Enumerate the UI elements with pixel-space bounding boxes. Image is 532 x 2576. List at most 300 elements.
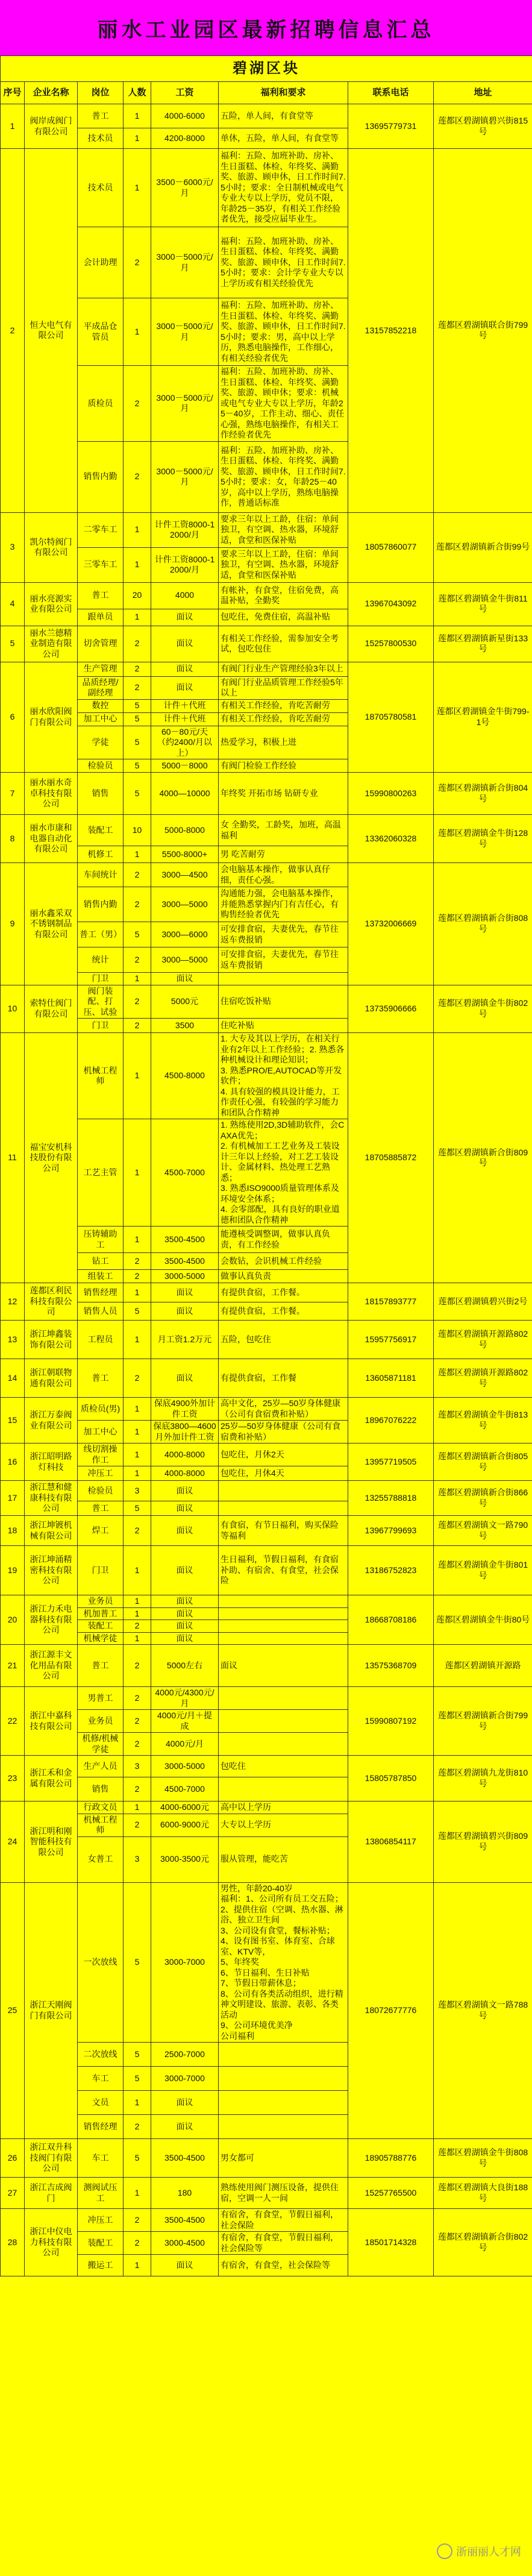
table-row xyxy=(1,815,532,846)
cell-phone: 13186752823 xyxy=(348,1546,434,1595)
cell-req xyxy=(219,1481,348,1501)
cell-addr: 莲都区碧湖镇碧兴街2号 xyxy=(434,1283,532,1321)
table-row xyxy=(1,582,532,609)
cell-req: 高中文化，25岁—50岁身体健康（公司有食宿费和补贴） xyxy=(219,1398,348,1421)
cell-req: 包吃住，月休2天 xyxy=(219,1444,348,1466)
cell-pay: 4000-8000 xyxy=(151,1444,219,1466)
cell-num: 2 xyxy=(124,1733,151,1756)
table-row xyxy=(1,2139,532,2178)
cell-pay: 3500-4500 xyxy=(151,2209,219,2232)
cell-pay: 3500－6000元/月 xyxy=(151,149,219,227)
cell-no: 23 xyxy=(1,1756,25,1802)
cell-num: 2 xyxy=(124,1620,151,1633)
cell-phone: 18705780581 xyxy=(348,662,434,773)
cell-job: 压铸辅助工 xyxy=(78,1227,124,1253)
cell-addr: 莲都区碧湖镇新合街804号 xyxy=(434,773,532,815)
cell-num: 1 xyxy=(124,2091,151,2115)
cell-addr: 莲都区碧湖镇新合街99号 xyxy=(434,512,532,582)
cell-num: 1 xyxy=(124,846,151,863)
cell-company: 莲都区利民科技有限公司 xyxy=(25,1283,78,1321)
cell-job: 冲压工 xyxy=(78,1466,124,1481)
table-row xyxy=(1,1444,532,1466)
cell-job: 冲压工 xyxy=(78,2209,124,2232)
cell-req xyxy=(219,2043,348,2067)
cell-addr: 莲都区碧湖镇新合街802号 xyxy=(434,2209,532,2276)
cell-req: 有宿舍，有食堂，节假日福利，社会保险 xyxy=(219,2209,348,2232)
cell-num: 1 xyxy=(124,1321,151,1359)
table-row xyxy=(1,1546,532,1595)
cell-job: 普工 xyxy=(78,104,124,128)
cell-pay: 4000—10000 xyxy=(151,773,219,815)
table-row xyxy=(1,863,532,887)
cell-pay: 4000 xyxy=(151,582,219,609)
cell-req: 福利：五险、加班补助、房补、生日蛋糕、体检、年终奖、满勤奖、旅游、顾申休，日工作时间7.5小时；要求：男，高中以上学历，熟悉电脑操作，工作细心，有相关经验者优先 xyxy=(219,298,348,366)
cell-job: 工艺主管 xyxy=(78,1119,124,1227)
cell-no: 26 xyxy=(1,2139,25,2178)
cell-req: 有提供食宿，工作餐。 xyxy=(219,1302,348,1321)
cell-company: 丽水欣阳阀门有限公司 xyxy=(25,662,78,773)
cell-job: 装配工 xyxy=(78,1620,124,1633)
table-row xyxy=(1,1283,532,1302)
cell-req xyxy=(219,973,348,985)
cell-pay: 180 xyxy=(151,2178,219,2209)
cell-req xyxy=(219,1501,348,1516)
wechat-icon xyxy=(437,2543,452,2559)
cell-req: 生日福利，节假日福利，有食宿补助、有宿舍、有食堂，社会保险 xyxy=(219,1546,348,1595)
cell-num: 3 xyxy=(124,1481,151,1501)
cell-req: 面议 xyxy=(219,1645,348,1687)
cell-job: 门卫 xyxy=(78,1019,124,1033)
cell-no: 3 xyxy=(1,512,25,582)
table-row xyxy=(1,1802,532,1814)
cell-req: 有相关工作经验，肯吃苦耐劳 xyxy=(219,699,348,712)
cell-job: 车间统计 xyxy=(78,863,124,887)
cell-pay: 6000-9000元 xyxy=(151,1814,219,1836)
cell-req xyxy=(219,2091,348,2115)
cell-req: 男性，年龄20-40岁 福利：1、公司所有员工交五险； 2、提供住宿（空调、热水器、淋浴、独立卫生间 3、公司设有食堂，餐标补贴； 4、设有图书室、体育室、合球室、KTV等， 5、年终奖 6、节日福利、生日补贴 7、节假日带薪休息； 8、公司有各类活动组织，进行精神文明建设、旅游、表彰、各类活动 9、公司环境优美净 公司福利 xyxy=(219,1882,348,2043)
cell-pay: 计件工资8000-12000/月 xyxy=(151,547,219,582)
cell-addr: 莲都区碧湖镇开源路 xyxy=(434,1645,532,1687)
cell-addr: 莲都区碧湖镇金牛街128号 xyxy=(434,815,532,863)
cell-phone: 18157893777 xyxy=(348,1283,434,1321)
cell-pay: 3000-7000 xyxy=(151,2067,219,2091)
cell-req: 热爱学习，积极上进 xyxy=(219,726,348,759)
cell-num: 2 xyxy=(124,947,151,973)
cell-req: 有阀门行业生产管理经验3年以上 xyxy=(219,662,348,676)
table-row xyxy=(1,1516,532,1546)
cell-num: 5 xyxy=(124,1501,151,1516)
cell-req: 福利：五险、加班补助、房补、生日蛋糕、体检、年终奖、满勤奖、旅游、顾申休；要求：机械或电气专业大专以上学历，年龄25－40岁，工作主动、细心、责任心强，熟练电脑操作，有相关工作经验者优先 xyxy=(219,366,348,442)
cell-addr: 莲都区碧湖镇金牛街813号 xyxy=(434,1398,532,1444)
cell-no: 22 xyxy=(1,1687,25,1756)
cell-pay: 3500-4500 xyxy=(151,2139,219,2178)
cell-num: 2 xyxy=(124,626,151,662)
cell-num: 2 xyxy=(124,2209,151,2232)
cell-pay: 3000－5000元/月 xyxy=(151,227,219,298)
table-row xyxy=(1,2178,532,2209)
cell-pay: 3000-3500元 xyxy=(151,1836,219,1882)
cell-addr: 莲都区碧湖镇开源路802号 xyxy=(434,1359,532,1398)
cell-job: 销售 xyxy=(78,773,124,815)
cell-pay: 3000-5000 xyxy=(151,1756,219,1777)
cell-pay: 5000－8000 xyxy=(151,759,219,773)
cell-job: 一次放线 xyxy=(78,1882,124,2043)
cell-pay: 3000—4500 xyxy=(151,863,219,887)
cell-pay: 3500-4500 xyxy=(151,1227,219,1253)
cell-num: 1 xyxy=(124,2178,151,2209)
cell-company: 恒大电气有限公司 xyxy=(25,149,78,513)
cell-addr: 莲都区碧湖镇新合街866号 xyxy=(434,1481,532,1516)
cell-job: 二零车工 xyxy=(78,512,124,547)
cell-addr: 莲都区碧湖镇新星街133号 xyxy=(434,626,532,662)
table-row xyxy=(1,1359,532,1398)
cell-pay: 面议 xyxy=(151,626,219,662)
cell-num: 1 xyxy=(124,1033,151,1119)
cell-pay: 面议 xyxy=(151,973,219,985)
cell-no: 7 xyxy=(1,773,25,815)
cell-no: 28 xyxy=(1,2209,25,2276)
cell-no: 25 xyxy=(1,1882,25,2139)
cell-req: 能遵核受调整调，做事认真负责，有工作经验 xyxy=(219,1227,348,1253)
cell-job: 销售 xyxy=(78,1777,124,1802)
cell-num: 2 xyxy=(124,1645,151,1687)
cell-phone: 18905788776 xyxy=(348,2139,434,2178)
cell-req: 要求三年以上工龄，住宿：单间独卫，有空调、热水器，环境舒适，食堂和医保补贴 xyxy=(219,512,348,547)
cell-job: 加工中心 xyxy=(78,1421,124,1444)
cell-company: 索特仕阀门有限公司 xyxy=(25,985,78,1033)
cell-job: 品质经理/副经理 xyxy=(78,676,124,699)
cell-no: 9 xyxy=(1,863,25,985)
cell-pay: 60－80元/天（约2400/月以上） xyxy=(151,726,219,759)
cell-no: 4 xyxy=(1,582,25,626)
cell-company: 浙江中嘉科技有限公司 xyxy=(25,1687,78,1756)
cell-job: 会计助理 xyxy=(78,227,124,298)
cell-req: 包吃住 xyxy=(219,1756,348,1777)
cell-num: 2 xyxy=(124,441,151,512)
cell-job: 业务员 xyxy=(78,1595,124,1608)
cell-req xyxy=(219,1607,348,1620)
cell-req xyxy=(219,1710,348,1733)
cell-addr: 莲都区碧湖镇开源路802号 xyxy=(434,1321,532,1359)
cell-req: 男女都可 xyxy=(219,2139,348,2178)
cell-no: 2 xyxy=(1,149,25,513)
cell-job: 机械学徒 xyxy=(78,1632,124,1645)
cell-addr: 莲都区碧湖镇金牛街801号 xyxy=(434,1546,532,1595)
cell-job: 普工 xyxy=(78,1645,124,1687)
cell-req: 沟通能力强，会电脑基本操作，并能熟悉掌握内门有吉任心，有购售经验者优先 xyxy=(219,887,348,922)
cell-req: 有宿舍，有食堂，社会保险等 xyxy=(219,2255,348,2276)
cell-req: 五险，包吃住 xyxy=(219,1321,348,1359)
watermark xyxy=(437,2543,521,2559)
cell-no: 8 xyxy=(1,815,25,863)
cell-num: 1 xyxy=(124,1283,151,1302)
cell-req: 有相关工作经验，肯吃苦耐劳 xyxy=(219,712,348,726)
cell-phone: 13735906666 xyxy=(348,985,434,1033)
cell-num: 1 xyxy=(124,1802,151,1814)
cell-num: 5 xyxy=(124,759,151,773)
cell-num: 1 xyxy=(124,1607,151,1620)
cell-req: 可安排食宿，夫妻优先，春节往返车费报销 xyxy=(219,947,348,973)
cell-pay: 4000-6000 xyxy=(151,104,219,128)
table-row xyxy=(1,512,532,547)
cell-pay: 3000-5000 xyxy=(151,1270,219,1283)
cell-job: 车工 xyxy=(78,2067,124,2091)
cell-no: 19 xyxy=(1,1546,25,1595)
cell-num: 2 xyxy=(124,2232,151,2255)
cell-pay: 计件＋代班 xyxy=(151,699,219,712)
cell-no: 24 xyxy=(1,1802,25,1883)
cell-job: 女普工 xyxy=(78,1836,124,1882)
cell-phone: 15990800263 xyxy=(348,773,434,815)
table-row xyxy=(1,1033,532,1119)
cell-no: 1 xyxy=(1,104,25,149)
cell-phone: 15957756917 xyxy=(348,1321,434,1359)
table-row xyxy=(1,1687,532,1710)
cell-pay: 2500-7000 xyxy=(151,2043,219,2067)
cell-num: 5 xyxy=(124,2043,151,2067)
cell-job: 销售内勤 xyxy=(78,887,124,922)
cell-phone: 13255788818 xyxy=(348,1481,434,1516)
cell-num: 1 xyxy=(124,512,151,547)
cell-phone: 13806854117 xyxy=(348,1802,434,1883)
cell-job: 钻工 xyxy=(78,1253,124,1270)
cell-job: 检验员 xyxy=(78,759,124,773)
cell-req: 福利：五险、加班补助、房补、生日蛋糕、体检、年终奖、满勤奖、旅游、顾申休，日工作时间7.5小时；要求：全日制机械或电气专业大专以上学历，党员不限，年龄25－35岁，有相关工作经验者优先，接受应届毕业生。 xyxy=(219,149,348,227)
table-row xyxy=(1,662,532,676)
cell-req: 大专以上学历 xyxy=(219,1814,348,1836)
cell-addr: 莲都区碧湖镇大良街188号 xyxy=(434,2178,532,2209)
cell-job: 行政文员 xyxy=(78,1802,124,1814)
cell-job: 组装工 xyxy=(78,1270,124,1283)
cell-job: 质检员 xyxy=(78,366,124,442)
cell-phone: 13695779731 xyxy=(348,104,434,149)
cell-company: 浙江禾和金属有限公司 xyxy=(25,1756,78,1802)
cell-req: 男 吃苦耐劳 xyxy=(219,846,348,863)
table-row xyxy=(1,1756,532,1777)
cell-company: 浙江明和刚智能科技有限公司 xyxy=(25,1802,78,1883)
cell-job: 加工中心 xyxy=(78,712,124,726)
cell-job: 线切割操作工 xyxy=(78,1444,124,1466)
cell-no: 27 xyxy=(1,2178,25,2209)
header-cell: 福利和要求 xyxy=(219,82,348,104)
cell-company: 丽水丽水奇卓科技有限公司 xyxy=(25,773,78,815)
cell-num: 2 xyxy=(124,1270,151,1283)
cell-num: 5 xyxy=(124,922,151,947)
cell-addr: 莲都区碧湖镇九龙街810号 xyxy=(434,1756,532,1802)
cell-company: 浙江昭明路灯科技 xyxy=(25,1444,78,1481)
cell-req: 有相关工作经验，需参加安全考试，包吃包住 xyxy=(219,626,348,662)
cell-no: 18 xyxy=(1,1516,25,1546)
header-cell: 岗位 xyxy=(78,82,124,104)
cell-no: 21 xyxy=(1,1645,25,1687)
page-title: 丽水工业园区最新招聘信息汇总 xyxy=(0,0,532,55)
cell-no: 17 xyxy=(1,1481,25,1516)
cell-num: 2 xyxy=(124,887,151,922)
cell-pay: 4000-8000 xyxy=(151,1466,219,1481)
table-row xyxy=(1,1882,532,2043)
cell-num: 2 xyxy=(124,662,151,676)
cell-no: 15 xyxy=(1,1398,25,1444)
cell-num: 2 xyxy=(124,1814,151,1836)
cell-addr: 莲都区碧湖镇碧兴街809号 xyxy=(434,1802,532,1883)
cell-num: 2 xyxy=(124,676,151,699)
cell-num: 5 xyxy=(124,1302,151,1321)
cell-req xyxy=(219,1733,348,1756)
cell-req: 可安排食宿，夫妻优先，春节往返车费报销 xyxy=(219,922,348,947)
cell-job: 生产人员 xyxy=(78,1756,124,1777)
watermark-text: 浙丽丽人才网 xyxy=(456,2546,521,2558)
cell-company: 丽水市康和电器自动化有限公司 xyxy=(25,815,78,863)
cell-num: 2 xyxy=(124,1359,151,1398)
cell-addr: 莲都区碧湖镇新合街808号 xyxy=(434,863,532,985)
cell-job: 搬运工 xyxy=(78,2255,124,2276)
cell-num: 10 xyxy=(124,815,151,846)
cell-pay: 计件工资8000-12000/月 xyxy=(151,512,219,547)
cell-job: 机修工 xyxy=(78,846,124,863)
cell-pay: 面议 xyxy=(151,1620,219,1633)
cell-req: 有宿舍，有食堂，节假日福利，社会保险等 xyxy=(219,2232,348,2255)
cell-company: 浙江慧和健康科技有限公司 xyxy=(25,1481,78,1516)
cell-num: 1 xyxy=(124,2255,151,2276)
table-row xyxy=(1,773,532,815)
cell-phone: 18501714328 xyxy=(348,2209,434,2276)
table-row xyxy=(1,2209,532,2232)
cell-num: 5 xyxy=(124,2067,151,2091)
cell-phone: 15990807192 xyxy=(348,1687,434,1756)
cell-addr: 莲都区碧湖镇新合街805号 xyxy=(434,1444,532,1481)
cell-job: 门卫 xyxy=(78,1546,124,1595)
cell-req: 有提供食宿，工作餐 xyxy=(219,1359,348,1398)
cell-req: 1. 大专及其以上学历，在相关行业有2年以上工作经验；2. 熟悉各种机械设计和理论知识； 3. 熟悉PRO/E,AUTOCAD等开发软件； 4. 具有较强的模具设计能力，工作责任心强，有较强的学习能力和团队合作精神 xyxy=(219,1033,348,1119)
cell-pay: 面议 xyxy=(151,1607,219,1620)
cell-num: 20 xyxy=(124,582,151,609)
cell-num: 5 xyxy=(124,699,151,712)
cell-pay: 4200-8000 xyxy=(151,128,219,149)
cell-req: 要求三年以上工龄，住宿：单间独卫，有空调、热水器，环境舒适，食堂和医保补贴 xyxy=(219,547,348,582)
cell-pay: 5000左右 xyxy=(151,1645,219,1687)
section-row xyxy=(1,56,532,82)
cell-req xyxy=(219,2115,348,2139)
cell-req: 有帐补，有食堂，住宿免费，高温补贴，全勤奖 xyxy=(219,582,348,609)
cell-phone: 18668708186 xyxy=(348,1595,434,1645)
header-row xyxy=(1,82,532,104)
cell-no: 16 xyxy=(1,1444,25,1481)
cell-pay: 5000元 xyxy=(151,985,219,1019)
table-row xyxy=(1,1321,532,1359)
cell-pay: 5000-8000 xyxy=(151,815,219,846)
cell-pay: 3000—5000 xyxy=(151,887,219,922)
cell-req: 包吃住，月休4天 xyxy=(219,1466,348,1481)
cell-job: 销售人员 xyxy=(78,1302,124,1321)
cell-num: 2 xyxy=(124,366,151,442)
cell-job: 机械工程师 xyxy=(78,1033,124,1119)
cell-pay: 面议 xyxy=(151,1302,219,1321)
cell-pay: 4500-7000 xyxy=(151,1119,219,1227)
cell-company: 福宝安机科技股份有限公司 xyxy=(25,1033,78,1283)
header-cell: 企业名称 xyxy=(25,82,78,104)
cell-addr: 莲都区碧湖镇金牛街808号 xyxy=(434,2139,532,2178)
cell-company: 阀岸成阀门有限公司 xyxy=(25,104,78,149)
cell-num: 2 xyxy=(124,1516,151,1546)
cell-job: 技术员 xyxy=(78,128,124,149)
cell-pay: 面议 xyxy=(151,1516,219,1546)
cell-no: 12 xyxy=(1,1283,25,1321)
cell-num: 2 xyxy=(124,863,151,887)
cell-job: 技术员 xyxy=(78,149,124,227)
job-table xyxy=(0,55,532,2276)
cell-job: 销售经理 xyxy=(78,1283,124,1302)
cell-phone: 18072677776 xyxy=(348,1882,434,2139)
cell-pay: 3000－5000元/月 xyxy=(151,298,219,366)
header-cell: 人数 xyxy=(124,82,151,104)
cell-job: 焊工 xyxy=(78,1516,124,1546)
cell-num: 1 xyxy=(124,1119,151,1227)
cell-addr: 莲都区碧湖镇新合街799号 xyxy=(434,1687,532,1756)
cell-company: 浙江万泰阀业有限公司 xyxy=(25,1398,78,1444)
cell-phone: 15257765500 xyxy=(348,2178,434,2209)
header-cell: 联系电话 xyxy=(348,82,434,104)
cell-num: 2 xyxy=(124,1777,151,1802)
cell-req: 会数钻，会识机械工件经验 xyxy=(219,1253,348,1270)
cell-num: 1 xyxy=(124,298,151,366)
cell-addr: 莲都区碧湖镇文一路790号 xyxy=(434,1516,532,1546)
cell-no: 6 xyxy=(1,662,25,773)
cell-company: 浙江坤涌精密科技有限公司 xyxy=(25,1546,78,1595)
cell-pay: 4500-7000 xyxy=(151,1777,219,1802)
cell-job: 机械工程师 xyxy=(78,1814,124,1836)
cell-req: 会电脑基本操作，做事认真仔细，责任心强。 xyxy=(219,863,348,887)
cell-pay: 面议 xyxy=(151,609,219,626)
cell-phone: 13967799693 xyxy=(348,1516,434,1546)
cell-req: 单休，五险，单人间，有食堂等 xyxy=(219,128,348,149)
cell-req xyxy=(219,2067,348,2091)
cell-pay: 3000—6000 xyxy=(151,922,219,947)
cell-pay: 3500-4500 xyxy=(151,1253,219,1270)
cell-company: 浙江源丰文化用品有限公司 xyxy=(25,1645,78,1687)
cell-addr: 莲都区碧湖镇金牛街802号 xyxy=(434,985,532,1033)
cell-job: 二次放线 xyxy=(78,2043,124,2067)
cell-pay: 5500-8000+ xyxy=(151,846,219,863)
cell-no: 14 xyxy=(1,1359,25,1398)
cell-no: 11 xyxy=(1,1033,25,1283)
cell-num: 1 xyxy=(124,1595,151,1608)
cell-job: 平成品仓管员 xyxy=(78,298,124,366)
cell-req xyxy=(219,1620,348,1633)
cell-phone: 15805787850 xyxy=(348,1756,434,1802)
cell-phone: 18967076222 xyxy=(348,1398,434,1444)
cell-pay: 面议 xyxy=(151,2115,219,2139)
cell-num: 1 xyxy=(124,1398,151,1421)
cell-job: 销售经理 xyxy=(78,2115,124,2139)
header-cell: 工资 xyxy=(151,82,219,104)
cell-job: 三零车工 xyxy=(78,547,124,582)
cell-num: 5 xyxy=(124,712,151,726)
cell-phone: 13967043092 xyxy=(348,582,434,626)
cell-req: 包吃住，免费住宿，高温补贴 xyxy=(219,609,348,626)
cell-job: 数控 xyxy=(78,699,124,712)
cell-num: 1 xyxy=(124,149,151,227)
cell-job: 切舍管理 xyxy=(78,626,124,662)
cell-num: 1 xyxy=(124,1466,151,1481)
table-row xyxy=(1,985,532,1019)
cell-req: 年终奖 开拓市场 钻研专业 xyxy=(219,773,348,815)
table-row xyxy=(1,1398,532,1421)
cell-pay: 面议 xyxy=(151,1359,219,1398)
cell-no: 5 xyxy=(1,626,25,662)
cell-addr: 莲都区碧湖镇金牛街811号 xyxy=(434,582,532,626)
cell-addr: 莲都区碧湖镇联合街799号 xyxy=(434,149,532,513)
cell-pay: 3000-7000 xyxy=(151,1882,219,2043)
